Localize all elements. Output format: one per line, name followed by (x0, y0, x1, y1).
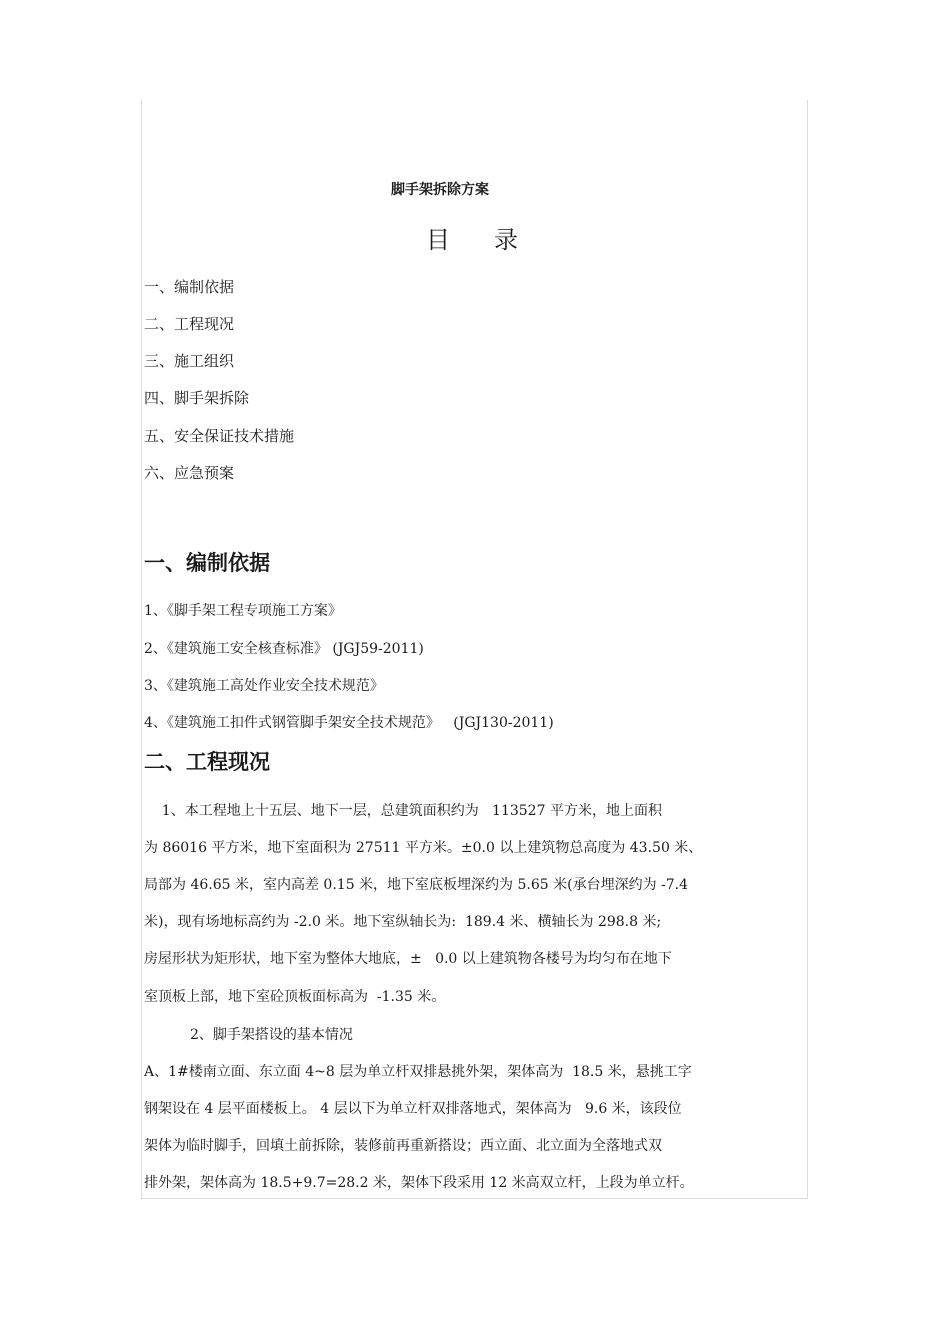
paragraph-line: 排外架，架体高为 18.5+9.7=28.2 米，架体下段采用 12 米高双立杆，上段为单立杆。 (144, 1175, 694, 1191)
subsection-title: 2、脚手架搭设的基本情况 (190, 1027, 353, 1043)
paragraph-line: 米)，现有场地标高约为 -2.0 米。地下室纵轴长为: 189.4 米、横轴长为 298.8 米; (144, 914, 662, 930)
toc-item: 三、施工组织 (144, 352, 235, 370)
toc-item: 六、应急预案 (144, 464, 235, 482)
section-heading-basis: 一、编制依据 (144, 551, 270, 575)
paragraph-line: 钢架设在 4 层平面楼板上。 4 层以下为单立杆双排落地式，架体高为 9.6 米，该段位 (144, 1101, 682, 1117)
paragraph-line: 架体为临时脚手，回填土前拆除，装修前再重新搭设；西立面、北立面为全落地式双 (144, 1138, 662, 1154)
toc-item: 一、编制依据 (144, 278, 235, 296)
toc-item: 五、安全保证技术措施 (144, 427, 295, 445)
reference-item: 4、《建筑施工扣件式钢管脚手架安全技术规范》 (JGJ130-2011) (144, 715, 554, 731)
reference-item: 1、《脚手架工程专项施工方案》 (144, 603, 342, 619)
section-heading-status: 二、工程现况 (144, 750, 270, 774)
paragraph-line: 1、本工程地上十五层、地下一层，总建筑面积约为 113527 平方米，地上面积 (144, 803, 662, 819)
document-title: 脚手架拆除方案 (391, 182, 489, 198)
paragraph-line: A、1#楼南立面、东立面 4~8 层为单立杆双排悬挑外架，架体高为 18.5 米，悬挑工字 (144, 1064, 692, 1080)
paragraph-line: 为 86016 平方米，地下室面积为 27511 平方米。±0.0 以上建筑物总高度为 43.50 米、 (144, 840, 703, 856)
paragraph-line: 局部为 46.65 米，室内高差 0.15 米，地下室底板埋深约为 5.65 米(承台埋深约为 -7.4 (144, 877, 689, 893)
paragraph-line: 房屋形状为矩形状，地下室为整体大地底，± 0.0 以上建筑物各楼号为均匀布在地下 (144, 951, 672, 967)
paragraph-line: 室顶板上部，地下室砼顶板面标高为 -1.35 米。 (144, 989, 446, 1005)
toc-item: 二、工程现况 (144, 315, 235, 333)
reference-item: 3、《建筑施工高处作业安全技术规范》 (144, 678, 384, 694)
toc-item: 四、脚手架拆除 (144, 389, 250, 407)
reference-item: 2、《建筑施工安全核查标准》 (JGJ59-2011) (144, 641, 424, 657)
toc-heading: 目录 (426, 226, 562, 254)
